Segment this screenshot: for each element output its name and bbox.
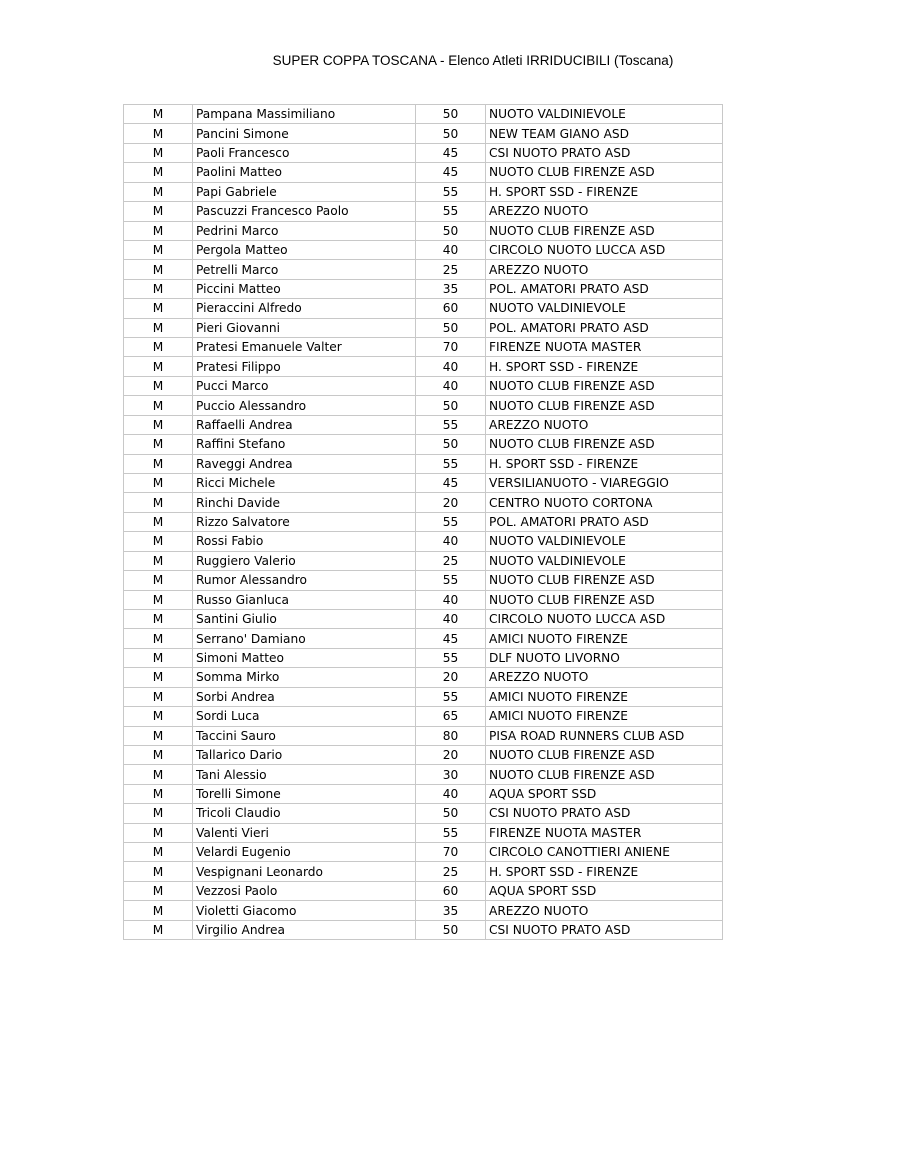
- team-cell: H. SPORT SSD - FIRENZE: [486, 454, 723, 473]
- athletes-table: [123, 104, 723, 940]
- sex-cell: M: [124, 260, 193, 279]
- table-row: [124, 862, 723, 881]
- table-row: [124, 823, 723, 842]
- athlete-name-cell: Virgilio Andrea: [193, 920, 416, 939]
- category-cell: 35: [416, 901, 486, 920]
- table-row: [124, 590, 723, 609]
- category-cell: 55: [416, 512, 486, 531]
- athlete-name-cell: Raffini Stefano: [193, 435, 416, 454]
- table-row: [124, 551, 723, 570]
- category-cell: 40: [416, 240, 486, 259]
- sex-cell: M: [124, 202, 193, 221]
- category-cell: 45: [416, 143, 486, 162]
- team-cell: NUOTO CLUB FIRENZE ASD: [486, 571, 723, 590]
- team-cell: AREZZO NUOTO: [486, 260, 723, 279]
- team-cell: FIRENZE NUOTA MASTER: [486, 338, 723, 357]
- table-row: [124, 493, 723, 512]
- category-cell: 40: [416, 532, 486, 551]
- team-cell: AMICI NUOTO FIRENZE: [486, 707, 723, 726]
- category-cell: 20: [416, 493, 486, 512]
- table-row: [124, 901, 723, 920]
- team-cell: NUOTO VALDINIEVOLE: [486, 532, 723, 551]
- table-row: [124, 318, 723, 337]
- sex-cell: M: [124, 435, 193, 454]
- team-cell: CIRCOLO NUOTO LUCCA ASD: [486, 240, 723, 259]
- team-cell: CSI NUOTO PRATO ASD: [486, 143, 723, 162]
- category-cell: 50: [416, 804, 486, 823]
- table-row: [124, 687, 723, 706]
- table-row: [124, 202, 723, 221]
- sex-cell: M: [124, 843, 193, 862]
- sex-cell: M: [124, 707, 193, 726]
- table-row: [124, 357, 723, 376]
- athletes-table-body: [124, 105, 723, 940]
- team-cell: AREZZO NUOTO: [486, 202, 723, 221]
- page-title: SUPER COPPA TOSCANA - Elenco Atleti IRRIDUCIBILI (Toscana): [272, 53, 674, 68]
- athlete-name-cell: Pampana Massimiliano: [193, 105, 416, 124]
- sex-cell: M: [124, 338, 193, 357]
- athlete-name-cell: Simoni Matteo: [193, 648, 416, 667]
- team-cell: NUOTO CLUB FIRENZE ASD: [486, 221, 723, 240]
- athlete-name-cell: Piccini Matteo: [193, 279, 416, 298]
- category-cell: 55: [416, 202, 486, 221]
- athlete-name-cell: Tallarico Dario: [193, 745, 416, 764]
- team-cell: NUOTO CLUB FIRENZE ASD: [486, 396, 723, 415]
- athlete-name-cell: Taccini Sauro: [193, 726, 416, 745]
- category-cell: 20: [416, 745, 486, 764]
- category-cell: 20: [416, 668, 486, 687]
- athlete-name-cell: Puccio Alessandro: [193, 396, 416, 415]
- table-row: [124, 396, 723, 415]
- sex-cell: M: [124, 532, 193, 551]
- category-cell: 50: [416, 221, 486, 240]
- athlete-name-cell: Pedrini Marco: [193, 221, 416, 240]
- team-cell: H. SPORT SSD - FIRENZE: [486, 182, 723, 201]
- sex-cell: M: [124, 901, 193, 920]
- category-cell: 55: [416, 454, 486, 473]
- athlete-name-cell: Somma Mirko: [193, 668, 416, 687]
- sex-cell: M: [124, 357, 193, 376]
- category-cell: 50: [416, 435, 486, 454]
- team-cell: H. SPORT SSD - FIRENZE: [486, 862, 723, 881]
- table-row: [124, 143, 723, 162]
- table-row: [124, 299, 723, 318]
- category-cell: 45: [416, 629, 486, 648]
- sex-cell: M: [124, 745, 193, 764]
- category-cell: 30: [416, 765, 486, 784]
- category-cell: 80: [416, 726, 486, 745]
- team-cell: POL. AMATORI PRATO ASD: [486, 318, 723, 337]
- athlete-name-cell: Vespignani Leonardo: [193, 862, 416, 881]
- team-cell: NUOTO VALDINIEVOLE: [486, 551, 723, 570]
- team-cell: CSI NUOTO PRATO ASD: [486, 920, 723, 939]
- table-row: [124, 648, 723, 667]
- sex-cell: M: [124, 648, 193, 667]
- athlete-name-cell: Raffaelli Andrea: [193, 415, 416, 434]
- category-cell: 55: [416, 182, 486, 201]
- category-cell: 55: [416, 687, 486, 706]
- category-cell: 40: [416, 376, 486, 395]
- team-cell: CIRCOLO NUOTO LUCCA ASD: [486, 609, 723, 628]
- category-cell: 50: [416, 318, 486, 337]
- sex-cell: M: [124, 823, 193, 842]
- table-row: [124, 609, 723, 628]
- table-row: [124, 668, 723, 687]
- table-row: [124, 707, 723, 726]
- category-cell: 70: [416, 843, 486, 862]
- category-cell: 55: [416, 415, 486, 434]
- sex-cell: M: [124, 920, 193, 939]
- table-row: [124, 454, 723, 473]
- table-row: [124, 512, 723, 531]
- athlete-name-cell: Santini Giulio: [193, 609, 416, 628]
- athlete-name-cell: Rumor Alessandro: [193, 571, 416, 590]
- category-cell: 50: [416, 920, 486, 939]
- athlete-name-cell: Pucci Marco: [193, 376, 416, 395]
- sex-cell: M: [124, 163, 193, 182]
- table-row: [124, 804, 723, 823]
- category-cell: 55: [416, 823, 486, 842]
- team-cell: NUOTO CLUB FIRENZE ASD: [486, 765, 723, 784]
- athlete-name-cell: Torelli Simone: [193, 784, 416, 803]
- athlete-name-cell: Vezzosi Paolo: [193, 881, 416, 900]
- category-cell: 70: [416, 338, 486, 357]
- athlete-name-cell: Violetti Giacomo: [193, 901, 416, 920]
- sex-cell: M: [124, 124, 193, 143]
- table-row: [124, 571, 723, 590]
- athlete-name-cell: Serrano' Damiano: [193, 629, 416, 648]
- sex-cell: M: [124, 493, 193, 512]
- sex-cell: M: [124, 143, 193, 162]
- table-row: [124, 124, 723, 143]
- sex-cell: M: [124, 590, 193, 609]
- athlete-name-cell: Pergola Matteo: [193, 240, 416, 259]
- sex-cell: M: [124, 512, 193, 531]
- team-cell: NUOTO CLUB FIRENZE ASD: [486, 376, 723, 395]
- team-cell: NUOTO VALDINIEVOLE: [486, 299, 723, 318]
- table-row: [124, 240, 723, 259]
- sex-cell: M: [124, 804, 193, 823]
- sex-cell: M: [124, 765, 193, 784]
- sex-cell: M: [124, 668, 193, 687]
- category-cell: 25: [416, 260, 486, 279]
- sex-cell: M: [124, 415, 193, 434]
- table-row: [124, 376, 723, 395]
- athlete-name-cell: Paoli Francesco: [193, 143, 416, 162]
- athlete-name-cell: Pratesi Emanuele Valter: [193, 338, 416, 357]
- sex-cell: M: [124, 182, 193, 201]
- sex-cell: M: [124, 571, 193, 590]
- athlete-name-cell: Rinchi Davide: [193, 493, 416, 512]
- sex-cell: M: [124, 240, 193, 259]
- sex-cell: M: [124, 279, 193, 298]
- team-cell: POL. AMATORI PRATO ASD: [486, 279, 723, 298]
- category-cell: 55: [416, 571, 486, 590]
- team-cell: CSI NUOTO PRATO ASD: [486, 804, 723, 823]
- team-cell: NUOTO CLUB FIRENZE ASD: [486, 745, 723, 764]
- table-row: [124, 843, 723, 862]
- athlete-name-cell: Paolini Matteo: [193, 163, 416, 182]
- sex-cell: M: [124, 299, 193, 318]
- athlete-name-cell: Tani Alessio: [193, 765, 416, 784]
- athlete-name-cell: Pieri Giovanni: [193, 318, 416, 337]
- category-cell: 40: [416, 784, 486, 803]
- athlete-name-cell: Sordi Luca: [193, 707, 416, 726]
- team-cell: H. SPORT SSD - FIRENZE: [486, 357, 723, 376]
- table-row: [124, 435, 723, 454]
- table-row: [124, 532, 723, 551]
- category-cell: 50: [416, 124, 486, 143]
- sex-cell: M: [124, 609, 193, 628]
- athlete-name-cell: Velardi Eugenio: [193, 843, 416, 862]
- team-cell: AQUA SPORT SSD: [486, 881, 723, 900]
- sex-cell: M: [124, 687, 193, 706]
- category-cell: 35: [416, 279, 486, 298]
- sex-cell: M: [124, 396, 193, 415]
- category-cell: 40: [416, 590, 486, 609]
- sex-cell: M: [124, 551, 193, 570]
- team-cell: NEW TEAM GIANO ASD: [486, 124, 723, 143]
- sex-cell: M: [124, 784, 193, 803]
- team-cell: NUOTO VALDINIEVOLE: [486, 105, 723, 124]
- athlete-name-cell: Pratesi Filippo: [193, 357, 416, 376]
- team-cell: NUOTO CLUB FIRENZE ASD: [486, 435, 723, 454]
- athlete-name-cell: Pancini Simone: [193, 124, 416, 143]
- table-row: [124, 784, 723, 803]
- sex-cell: M: [124, 881, 193, 900]
- sex-cell: M: [124, 318, 193, 337]
- sex-cell: M: [124, 105, 193, 124]
- team-cell: PISA ROAD RUNNERS CLUB ASD: [486, 726, 723, 745]
- sex-cell: M: [124, 726, 193, 745]
- team-cell: CENTRO NUOTO CORTONA: [486, 493, 723, 512]
- athlete-name-cell: Valenti Vieri: [193, 823, 416, 842]
- table-row: [124, 105, 723, 124]
- team-cell: AREZZO NUOTO: [486, 415, 723, 434]
- athlete-name-cell: Petrelli Marco: [193, 260, 416, 279]
- team-cell: AMICI NUOTO FIRENZE: [486, 629, 723, 648]
- category-cell: 25: [416, 551, 486, 570]
- athlete-name-cell: Russo Gianluca: [193, 590, 416, 609]
- sex-cell: M: [124, 376, 193, 395]
- sex-cell: M: [124, 474, 193, 493]
- table-row: [124, 474, 723, 493]
- table-row: [124, 163, 723, 182]
- sex-cell: M: [124, 862, 193, 881]
- team-cell: POL. AMATORI PRATO ASD: [486, 512, 723, 531]
- team-cell: CIRCOLO CANOTTIERI ANIENE: [486, 843, 723, 862]
- table-row: [124, 415, 723, 434]
- athlete-name-cell: Rizzo Salvatore: [193, 512, 416, 531]
- category-cell: 60: [416, 299, 486, 318]
- athlete-name-cell: Papi Gabriele: [193, 182, 416, 201]
- table-row: [124, 279, 723, 298]
- category-cell: 50: [416, 105, 486, 124]
- table-row: [124, 765, 723, 784]
- athlete-name-cell: Sorbi Andrea: [193, 687, 416, 706]
- category-cell: 45: [416, 474, 486, 493]
- category-cell: 40: [416, 609, 486, 628]
- table-row: [124, 726, 723, 745]
- table-row: [124, 920, 723, 939]
- athlete-name-cell: Raveggi Andrea: [193, 454, 416, 473]
- athlete-name-cell: Pascuzzi Francesco Paolo: [193, 202, 416, 221]
- category-cell: 50: [416, 396, 486, 415]
- sex-cell: M: [124, 221, 193, 240]
- table-row: [124, 260, 723, 279]
- team-cell: FIRENZE NUOTA MASTER: [486, 823, 723, 842]
- table-row: [124, 881, 723, 900]
- table-row: [124, 182, 723, 201]
- athlete-name-cell: Pieraccini Alfredo: [193, 299, 416, 318]
- category-cell: 40: [416, 357, 486, 376]
- team-cell: AREZZO NUOTO: [486, 668, 723, 687]
- athlete-name-cell: Rossi Fabio: [193, 532, 416, 551]
- table-row: [124, 221, 723, 240]
- team-cell: NUOTO CLUB FIRENZE ASD: [486, 163, 723, 182]
- team-cell: AQUA SPORT SSD: [486, 784, 723, 803]
- athlete-name-cell: Ricci Michele: [193, 474, 416, 493]
- team-cell: NUOTO CLUB FIRENZE ASD: [486, 590, 723, 609]
- category-cell: 45: [416, 163, 486, 182]
- table-row: [124, 629, 723, 648]
- team-cell: AREZZO NUOTO: [486, 901, 723, 920]
- category-cell: 55: [416, 648, 486, 667]
- table-row: [124, 745, 723, 764]
- sex-cell: M: [124, 629, 193, 648]
- category-cell: 65: [416, 707, 486, 726]
- team-cell: VERSILIANUOTO - VIAREGGIO: [486, 474, 723, 493]
- team-cell: AMICI NUOTO FIRENZE: [486, 687, 723, 706]
- category-cell: 60: [416, 881, 486, 900]
- table-row: [124, 338, 723, 357]
- athlete-name-cell: Tricoli Claudio: [193, 804, 416, 823]
- category-cell: 25: [416, 862, 486, 881]
- team-cell: DLF NUOTO LIVORNO: [486, 648, 723, 667]
- athlete-name-cell: Ruggiero Valerio: [193, 551, 416, 570]
- sex-cell: M: [124, 454, 193, 473]
